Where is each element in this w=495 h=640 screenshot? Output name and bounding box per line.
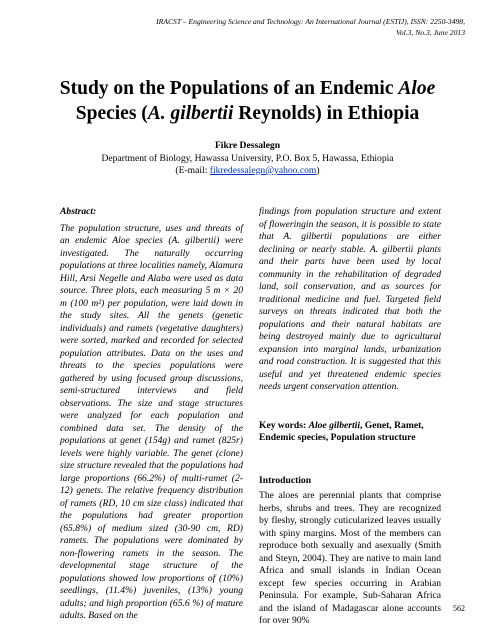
author-name: Fikre Dessalegn xyxy=(214,140,281,151)
title-line2: Species (A. gilbertii Reynolds) in Ethiopia xyxy=(75,103,420,124)
author-affiliation: Department of Biology, Hawassa University, P.O. Box 5, Hawassa, Ethiopia xyxy=(101,153,394,164)
journal-header xyxy=(135,16,465,38)
left-column xyxy=(60,206,243,623)
keywords: Key words: Aloe gilbertii, Genet, Ramet, Endemic species, Population structure xyxy=(259,419,424,443)
right-column xyxy=(259,206,441,628)
journal-header-line2: Vol.3, No.3, June 2013 xyxy=(396,28,465,37)
introduction-text: The aloes are perennial plants that comprise herbs, shrubs and trees. They are recognized by fleshy, strongly cuticularized leaves usually with spiny margins. Most of the members can reproduce both sexually and asexually (Smith and Steyn, 2004). They are native to main land Africa and small islands in Indian Ocean except few species occurring in Arabian Peninsula. For example, Sub-Saharan Africa and the island of Madagascar alone accounts for over 90% xyxy=(259,490,441,626)
introduction-heading: Introduction xyxy=(259,474,312,486)
abstract-continued: findings from population structure and extent of floweringin the season, it is possible to state that A. gilbertii populations are either declining or nearly stable. A. gilbertii plants and their parts have been used by local community in the rehabilitation of degraded land, soil conservation, and as sources for traditional medicine and fuel. Targeted field surveys on threats indicated that both the populations and their natural habitats are being destroyed mainly due to agricultural expansion into marginal lands, urbanization and road construction. It is suggested that this useful and yet threatened endemic species needs urgent conservation attention. xyxy=(259,206,441,392)
paper-title xyxy=(30,76,465,126)
page-number: 562 xyxy=(453,604,465,613)
author-email: (E-mail: fikredessalegn@yahoo.com) xyxy=(175,165,320,176)
abstract-heading: Abstract: xyxy=(60,206,97,217)
journal-header-line1: IRACST – Engineering Science and Technology: An International Journal (ESTIJ), ISSN: 2250-3498, xyxy=(156,17,465,26)
abstract-text: The population structure, uses and threats of an endemic Aloe species (A. gilbertii) were investigated. The naturally occurring populations at three localities namely, Alamura Hill, Arsi Negelle and Alaba were used as data source. Three plots, each measuring 5 m × 20 m (100 m²) per population, were laid down in the study sites. All the genets (genetic individuals) and ramets (vegetative daughters) were sorted, marked and recorded for selected population attributes. Data on the uses and threats to the species populations were gathered by using focused group discussions, semi-structured interviews and field observations. The size and stage structures were analyzed for each population and combined data set. The density of the populations at genet (154g) and ramet (825r) levels were highly variable. The genet (clone) size structure revealed that the populations had large proportions (66.2%) of multi-ramet (2-12) genets. The relative frequency distribution of ramets (RD, 10 cm size class) indicated that the populations had greater proportion (65.8%) of medium sized (30-90 cm, RD) ramets. The populations were dominated by non-flowering ramets in the season. The developmental stage structure of the populations showed low proportions of (10%) seedlings, (11.4%) juveniles, (13%) young adults; and high proportion (65.6 %) of mature adults. Based on the xyxy=(60,222,243,621)
email-link[interactable]: fikredessalegn@yahoo.com xyxy=(209,165,317,176)
title-line1: Study on the Populations of an Endemic Aloe xyxy=(59,78,436,99)
